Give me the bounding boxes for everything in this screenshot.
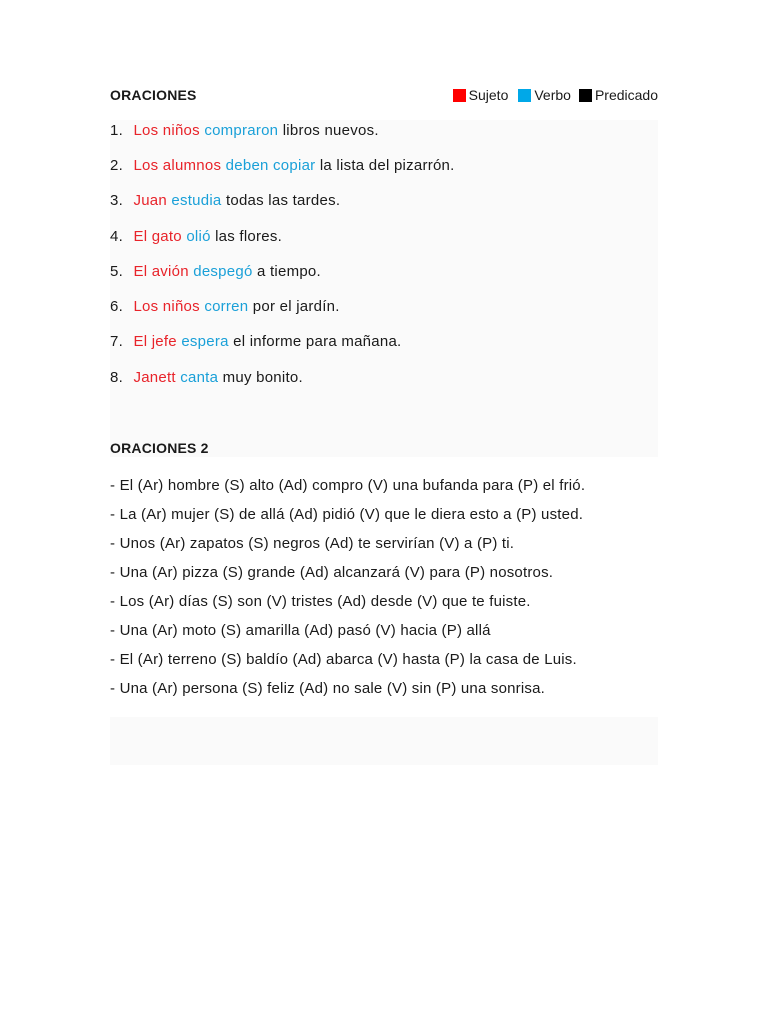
sentence-verb: corren bbox=[204, 298, 249, 315]
analysis-line: - La (Ar) mujer (S) de allá (Ad) pidió (V) que le diera esto a (P) usted. bbox=[110, 506, 584, 523]
legend-item-predicado bbox=[579, 87, 658, 103]
sentence-item bbox=[110, 227, 282, 247]
analysis-line: - El (Ar) hombre (S) alto (Ad) compro (V) una bufanda para (P) el frió. bbox=[110, 477, 586, 494]
sentence-verb: canta bbox=[180, 369, 219, 386]
legend-swatch-sujeto bbox=[453, 89, 466, 102]
sentence-subject: Los niños bbox=[133, 122, 200, 139]
sentence-verb: despegó bbox=[193, 263, 253, 280]
legend-item-sujeto bbox=[453, 87, 509, 103]
sentence-number: 2. bbox=[110, 157, 124, 174]
sentence-predicate: el informe para mañana. bbox=[233, 333, 402, 350]
sentence-verb: estudia bbox=[171, 192, 222, 209]
sentence-item bbox=[110, 262, 321, 282]
sentence-subject: El avión bbox=[133, 263, 189, 280]
sentence-predicate: muy bonito. bbox=[222, 369, 303, 386]
sentence-verb: compraron bbox=[204, 122, 279, 139]
legend-item-verbo bbox=[518, 87, 571, 103]
sentence-number: 1. bbox=[110, 122, 124, 139]
sentence-subject: Janett bbox=[133, 369, 176, 386]
legend-label-sujeto: Sujeto bbox=[468, 87, 509, 103]
analysis-line: - Una (Ar) moto (S) amarilla (Ad) pasó (V) hacia (P) allá bbox=[110, 622, 491, 639]
sentence-item bbox=[110, 191, 340, 211]
sentence-number: 4. bbox=[110, 228, 124, 245]
sentence-item bbox=[110, 297, 340, 317]
analysis-line: - Los (Ar) días (S) son (V) tristes (Ad) desde (V) que te fuiste. bbox=[110, 593, 531, 610]
analysis-line: - Una (Ar) pizza (S) grande (Ad) alcanzará (V) para (P) nosotros. bbox=[110, 564, 554, 581]
sentence-predicate: a tiempo. bbox=[256, 263, 321, 280]
sentence-predicate: por el jardín. bbox=[252, 298, 340, 315]
sentence-number: 6. bbox=[110, 298, 124, 315]
sentence-predicate: libros nuevos. bbox=[282, 122, 379, 139]
analysis-line: - El (Ar) terreno (S) baldío (Ad) abarca (V) hasta (P) la casa de Luis. bbox=[110, 651, 577, 668]
legend bbox=[443, 87, 658, 103]
section2-title: ORACIONES 2 bbox=[110, 440, 209, 456]
sentence-number: 7. bbox=[110, 333, 124, 350]
sentence-subject: Los alumnos bbox=[133, 157, 222, 174]
sentence-item bbox=[110, 332, 401, 352]
sentences-panel bbox=[110, 120, 658, 457]
legend-label-predicado: Predicado bbox=[594, 87, 658, 103]
analysis-list bbox=[110, 476, 585, 708]
sentence-predicate: todas las tardes. bbox=[225, 192, 341, 209]
sentence-verb: deben copiar bbox=[225, 157, 316, 174]
sentence-subject: Juan bbox=[133, 192, 167, 209]
legend-label-verbo: Verbo bbox=[534, 87, 571, 103]
sentence-item bbox=[110, 121, 379, 141]
sentence-verb: olió bbox=[186, 228, 211, 245]
empty-panel bbox=[110, 717, 658, 765]
sentence-verb: espera bbox=[181, 333, 229, 350]
analysis-line: - Unos (Ar) zapatos (S) negros (Ad) te servirían (V) a (P) ti. bbox=[110, 535, 515, 552]
sentence-number: 3. bbox=[110, 192, 124, 209]
sentence-predicate: las flores. bbox=[215, 228, 283, 245]
sentence-item bbox=[110, 156, 455, 176]
sentence-subject: Los niños bbox=[133, 298, 200, 315]
sentence-number: 5. bbox=[110, 263, 124, 280]
section1-title: ORACIONES bbox=[110, 87, 197, 103]
sentence-subject: El gato bbox=[133, 228, 182, 245]
section1-header bbox=[110, 86, 658, 104]
analysis-line: - Una (Ar) persona (S) feliz (Ad) no sale (V) sin (P) una sonrisa. bbox=[110, 680, 546, 697]
sentence-predicate: la lista del pizarrón. bbox=[319, 157, 455, 174]
sentence-number: 8. bbox=[110, 369, 124, 386]
legend-swatch-predicado bbox=[579, 89, 592, 102]
sentence-subject: El jefe bbox=[133, 333, 177, 350]
legend-swatch-verbo bbox=[518, 89, 531, 102]
sentence-item bbox=[110, 368, 303, 388]
